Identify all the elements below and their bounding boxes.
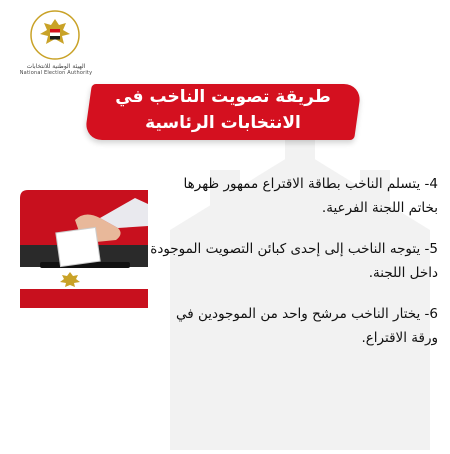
eagle-emblem-icon xyxy=(30,10,80,60)
voting-steps-list xyxy=(150,172,438,367)
ballot-box-illustration xyxy=(0,190,148,308)
logo-english-text: National Election Authority xyxy=(19,70,93,76)
title-line-2: الانتخابات الرئاسية xyxy=(145,113,301,133)
step-item: 6- يختار الناخب مرشح واحد من الموجودين في ورقة الاقتراع. xyxy=(176,306,438,346)
page-title xyxy=(88,84,358,140)
logo-caption xyxy=(12,63,100,76)
step-item: 5- يتوجه الناخب إلى إحدى كبائن التصويت الموجودة داخل اللجنة. xyxy=(150,241,438,281)
step-item: 4- يتسلم الناخب بطاقة الاقتراع ممهور ظهرها بخاتم اللجنة الفرعية. xyxy=(183,176,438,216)
national-election-authority-logo xyxy=(12,8,100,78)
logo-arabic-text: الهيئة الوطنية للانتخابات xyxy=(26,63,86,70)
title-line-1: طريقة تصويت الناخب في xyxy=(115,87,331,107)
